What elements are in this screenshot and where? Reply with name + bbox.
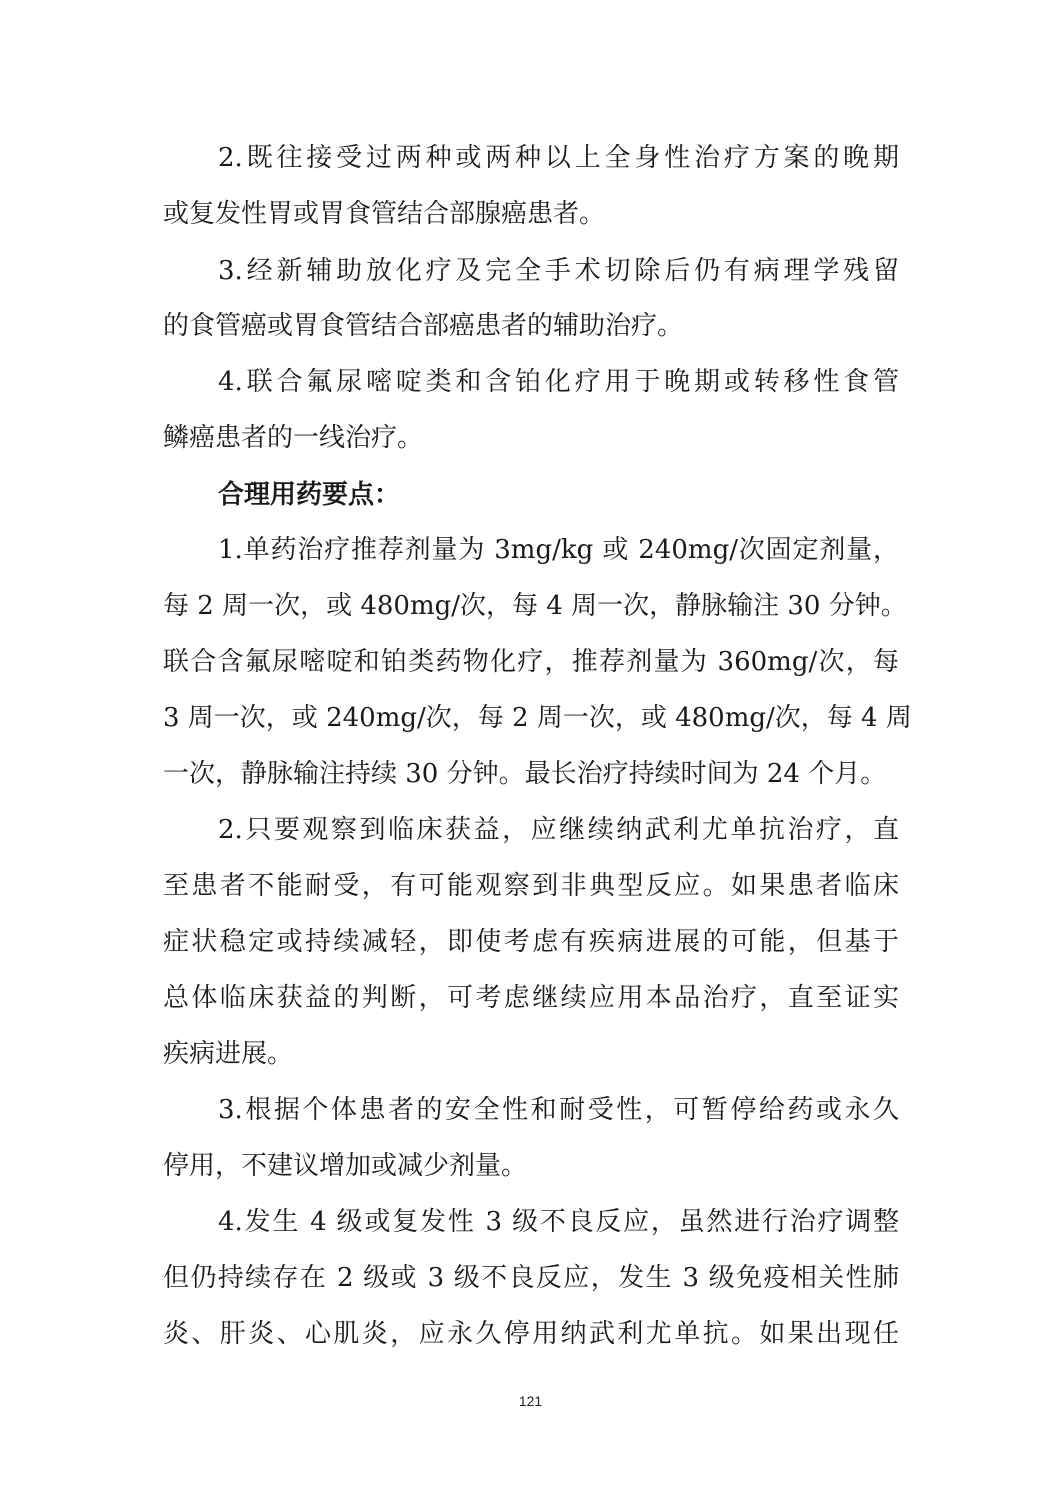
paragraph-line: 2.既往接受过两种或两种以上全身性治疗方案的晚期: [218, 143, 899, 173]
page-number: 121: [518, 1393, 543, 1409]
paragraph-line: 每 2 周一次，或 480mg/次，每 4 周一次，静脉输注 30 分钟。: [163, 591, 907, 621]
paragraph-line: 至患者不能耐受，有可能观察到非典型反应。如果患者临床: [163, 871, 899, 901]
paragraph-line: 鳞癌患者的一线治疗。: [163, 423, 424, 453]
paragraph-line: 1.单药治疗推荐剂量为 3mg/kg 或 240mg/次固定剂量，: [218, 535, 899, 565]
paragraph-line: 炎、肝炎、心肌炎，应永久停用纳武利尤单抗。如果出现任: [163, 1319, 899, 1349]
paragraph-line: 疾病进展。: [163, 1039, 294, 1069]
paragraph-line: 3.经新辅助放化疗及完全手术切除后仍有病理学残留: [218, 256, 899, 286]
paragraph-line: 2.只要观察到临床获益，应继续纳武利尤单抗治疗，直: [218, 815, 899, 845]
paragraph-line: 或复发性胃或胃食管结合部腺癌患者。: [163, 199, 606, 229]
paragraph-line: 4.发生 4 级或复发性 3 级不良反应，虽然进行治疗调整: [218, 1207, 899, 1237]
paragraph-line: 停用，不建议增加或减少剂量。: [163, 1151, 528, 1181]
paragraph-line: 症状稳定或持续减轻，即使考虑有疾病进展的可能，但基于: [163, 927, 899, 957]
paragraph-line: 4.联合氟尿嘧啶类和含铂化疗用于晚期或转移性食管: [218, 367, 899, 397]
paragraph-line: 一次，静脉输注持续 30 分钟。最长治疗持续时间为 24 个月。: [163, 759, 887, 789]
paragraph-line: 的食管癌或胃食管结合部癌患者的辅助治疗。: [163, 311, 684, 341]
paragraph-line: 但仍持续存在 2 级或 3 级不良反应，发生 3 级免疫相关性肺: [163, 1263, 899, 1293]
paragraph-line: 总体临床获益的判断，可考虑继续应用本品治疗，直至证实: [163, 983, 899, 1013]
paragraph-line: 3 周一次，或 240mg/次，每 2 周一次，或 480mg/次，每 4 周: [163, 703, 912, 733]
section-heading: 合理用药要点：: [218, 480, 401, 510]
paragraph-line: 3.根据个体患者的安全性和耐受性，可暂停给药或永久: [218, 1095, 899, 1125]
paragraph-line: 联合含氟尿嘧啶和铂类药物化疗，推荐剂量为 360mg/次，每: [163, 647, 899, 677]
